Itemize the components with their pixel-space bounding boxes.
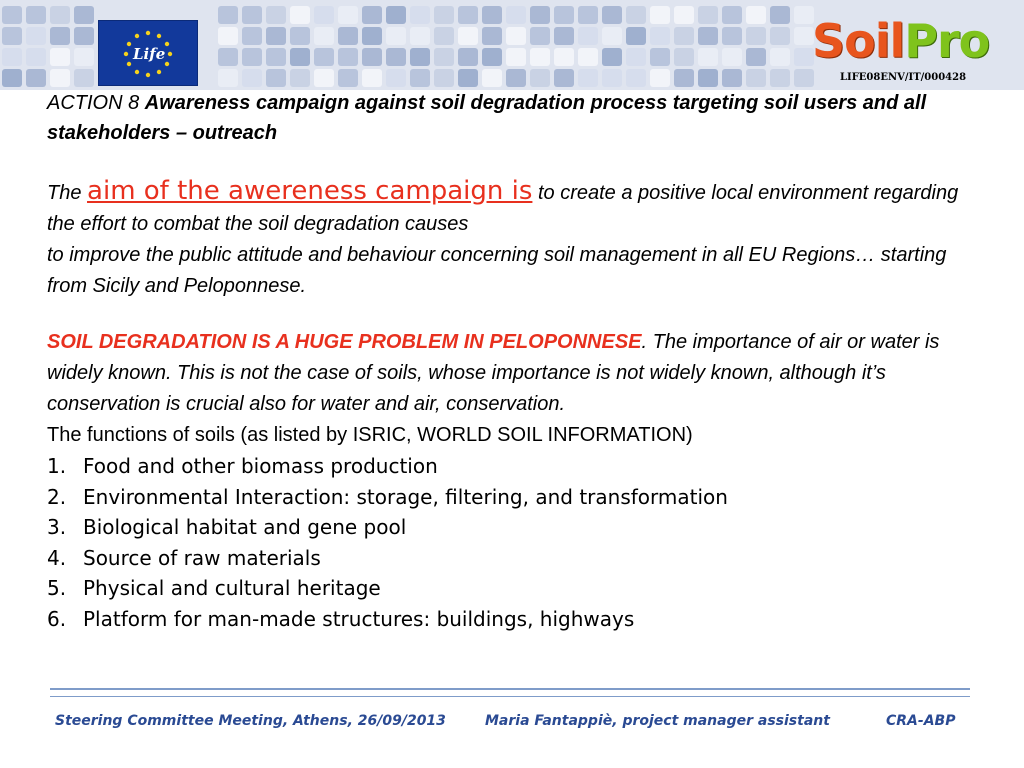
- banner-tile: [698, 6, 718, 24]
- banner-tile: [530, 27, 550, 45]
- banner-tile: [578, 48, 598, 66]
- banner-tile: [314, 69, 334, 87]
- banner-tile: [770, 48, 790, 66]
- banner-tile: [26, 69, 46, 87]
- slide-heading: [47, 88, 977, 148]
- banner-tile: [386, 69, 406, 87]
- banner-tile: [698, 48, 718, 66]
- banner-tile: [602, 48, 622, 66]
- footer-meeting: Steering Committee Meeting, Athens, 26/09/2013: [55, 713, 446, 729]
- banner-tile: [410, 6, 430, 24]
- banner-tile: [338, 69, 358, 87]
- banner-tile: [266, 48, 286, 66]
- functions-intro: The functions of soils (as listed by ISRIC, WORLD SOIL INFORMATION): [47, 424, 693, 446]
- function-item-number: 3.: [47, 515, 67, 539]
- function-item-text: Biological habitat and gene pool: [83, 515, 407, 539]
- function-item: [47, 482, 977, 513]
- aim-the: The: [47, 182, 88, 204]
- banner-tile: [2, 69, 22, 87]
- banner-tile: [26, 6, 46, 24]
- banner-tile: [722, 6, 742, 24]
- aim-paragraph: [47, 176, 977, 302]
- banner-tile: [434, 69, 454, 87]
- slide-content: [47, 88, 977, 634]
- banner-tile: [746, 48, 766, 66]
- banner-tile: [794, 6, 814, 24]
- banner-tile: [458, 27, 478, 45]
- life-eu-logo: [98, 20, 198, 86]
- banner-tile: [26, 27, 46, 45]
- banner-tile: [530, 48, 550, 66]
- banner-tile: [794, 27, 814, 45]
- function-item: [47, 451, 977, 482]
- banner-tile: [2, 27, 22, 45]
- banner-tile: [650, 27, 670, 45]
- function-item-text: Food and other biomass production: [83, 454, 438, 478]
- function-item: [47, 573, 977, 604]
- banner-tile: [626, 48, 646, 66]
- function-item-number: 1.: [47, 454, 67, 478]
- aim-rest-2: to improve the public attitude and behaviour concerning soil management in all EU Regions… starting from Sicily and Peloponnese.: [47, 244, 947, 297]
- banner-tile: [242, 6, 262, 24]
- banner-tile: [506, 6, 526, 24]
- banner-tile: [362, 48, 382, 66]
- banner-tile: [2, 48, 22, 66]
- banner-tile: [386, 6, 406, 24]
- banner-tile: [50, 69, 70, 87]
- banner-tile: [482, 27, 502, 45]
- banner-tile: [218, 27, 238, 45]
- degradation-rest: . The importance of air or water is widely known. This is not the case of soils, whose importance is not widely known, although it’s conservation is crucial also for water and air, conservation.: [47, 331, 940, 415]
- banner-tile: [362, 6, 382, 24]
- banner-tile: [482, 69, 502, 87]
- banner-tile: [578, 27, 598, 45]
- banner-tile: [410, 27, 430, 45]
- banner-tile: [314, 27, 334, 45]
- banner-tile: [386, 48, 406, 66]
- brand-soil: Soil: [812, 14, 905, 68]
- banner-tile: [50, 27, 70, 45]
- banner-tile: [602, 27, 622, 45]
- banner-tile: [674, 6, 694, 24]
- banner-tile: [338, 27, 358, 45]
- banner-tile: [770, 6, 790, 24]
- banner-tile: [554, 48, 574, 66]
- banner-tile: [290, 6, 310, 24]
- banner-tile: [74, 48, 94, 66]
- banner-tile: [2, 6, 22, 24]
- banner-tile: [26, 48, 46, 66]
- banner-tile: [50, 48, 70, 66]
- banner-tile: [266, 27, 286, 45]
- banner-tile: [626, 69, 646, 87]
- aim-highlight: aim of the awereness campaign is: [87, 176, 533, 206]
- function-item: [47, 543, 977, 574]
- banner-tile: [698, 27, 718, 45]
- life-logo-text: Life: [133, 45, 166, 63]
- banner-tile: [386, 27, 406, 45]
- banner-tile: [674, 69, 694, 87]
- banner-tile: [554, 69, 574, 87]
- banner-tile: [554, 6, 574, 24]
- banner-tile: [722, 69, 742, 87]
- project-code: LIFE08ENV/IT/000428: [840, 72, 967, 83]
- aim-rest-1: to create a positive local environment regarding the effort to combat the soil degradation causes: [47, 182, 959, 235]
- degradation-emphasis: SOIL DEGRADATION IS A HUGE PROBLEM IN PELOPONNESE: [47, 331, 642, 353]
- banner-tile: [626, 27, 646, 45]
- banner-tile: [602, 69, 622, 87]
- banner-tile: [506, 69, 526, 87]
- functions-list: [47, 451, 977, 634]
- degradation-paragraph: [47, 327, 977, 420]
- function-item-text: Platform for man-made structures: buildings, highways: [83, 606, 635, 631]
- banner-tile: [482, 48, 502, 66]
- banner-tile: [434, 48, 454, 66]
- banner-tile: [218, 6, 238, 24]
- banner-tile: [794, 69, 814, 87]
- banner-tile: [74, 69, 94, 87]
- banner-tile: [530, 6, 550, 24]
- banner-tile: [50, 6, 70, 24]
- function-item-number: 6.: [47, 606, 67, 631]
- function-item-text: Source of raw materials: [83, 545, 321, 570]
- footer-divider: [50, 688, 970, 697]
- banner-tile: [722, 48, 742, 66]
- banner-tile: [722, 27, 742, 45]
- brand-pro: Pro: [904, 14, 990, 68]
- banner-tile: [314, 48, 334, 66]
- banner-tile: [74, 6, 94, 24]
- header-banner: [0, 0, 1024, 90]
- banner-tile: [698, 69, 718, 87]
- banner-tile: [434, 27, 454, 45]
- banner-tile: [338, 6, 358, 24]
- function-item: [47, 604, 977, 635]
- banner-tile: [770, 69, 790, 87]
- function-item-number: 5.: [47, 576, 67, 600]
- banner-tile: [578, 6, 598, 24]
- banner-tile: [746, 6, 766, 24]
- banner-tile: [74, 27, 94, 45]
- banner-tile: [458, 6, 478, 24]
- banner-tile: [242, 48, 262, 66]
- function-item: [47, 512, 977, 543]
- banner-tile: [338, 48, 358, 66]
- footer-org: CRA-ABP: [886, 713, 956, 729]
- banner-tile: [794, 48, 814, 66]
- banner-tile: [290, 48, 310, 66]
- function-item-number: 2.: [47, 484, 67, 509]
- footer-presenter: Maria Fantappiè, project manager assistant: [485, 713, 830, 729]
- soilpro-wordmark: [812, 14, 989, 68]
- function-item-text: Physical and cultural heritage: [83, 576, 381, 600]
- banner-tile: [650, 48, 670, 66]
- banner-tile: [650, 6, 670, 24]
- banner-tile: [506, 48, 526, 66]
- banner-tile: [578, 69, 598, 87]
- banner-tile: [650, 69, 670, 87]
- banner-tile: [530, 69, 550, 87]
- banner-tile: [746, 27, 766, 45]
- banner-tile: [506, 27, 526, 45]
- soilpro-logo: [812, 14, 1022, 88]
- banner-tile: [218, 48, 238, 66]
- banner-tile: [266, 69, 286, 87]
- banner-tile: [290, 69, 310, 87]
- banner-tile: [362, 27, 382, 45]
- banner-tile: [290, 27, 310, 45]
- function-item-text: Environmental Interaction: storage, filtering, and transformation: [83, 484, 728, 509]
- banner-tile: [458, 69, 478, 87]
- banner-tile: [746, 69, 766, 87]
- banner-tile: [674, 27, 694, 45]
- banner-tile: [434, 6, 454, 24]
- heading-title: Awareness campaign against soil degradation process targeting soil users and all stakeholders – outreach: [47, 92, 927, 144]
- banner-tile: [266, 6, 286, 24]
- banner-tile: [626, 6, 646, 24]
- banner-tile: [410, 48, 430, 66]
- banner-tile: [674, 48, 694, 66]
- banner-tile: [362, 69, 382, 87]
- function-item-number: 4.: [47, 545, 67, 570]
- banner-tile: [458, 48, 478, 66]
- banner-tile: [554, 27, 574, 45]
- banner-tile: [410, 69, 430, 87]
- banner-tile: [242, 69, 262, 87]
- banner-tile: [314, 6, 334, 24]
- banner-tile: [602, 6, 622, 24]
- banner-tile: [218, 69, 238, 87]
- banner-tile: [482, 6, 502, 24]
- banner-tile: [770, 27, 790, 45]
- heading-prefix: ACTION 8: [47, 92, 145, 114]
- banner-tile: [242, 27, 262, 45]
